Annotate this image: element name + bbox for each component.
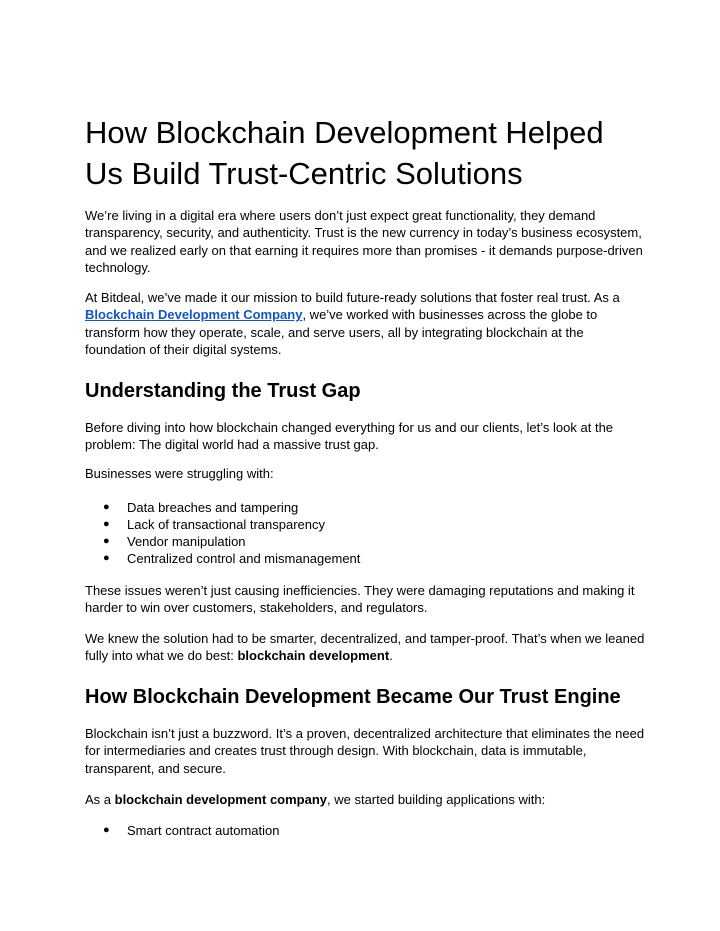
intro-paragraph-2 xyxy=(85,289,645,358)
blockchain-development-emphasis: blockchain development xyxy=(237,648,390,664)
section-heading-trust-engine: How Blockchain Development Became Our Trust Engine xyxy=(85,686,621,708)
list-item xyxy=(85,516,645,533)
intro-paragraph-2-text-end: , we’ve worked with businesses across the globe to transform how they operate, scale, and serve users, all by integrating blockchain at the foundation of their digital systems. xyxy=(85,307,598,357)
list-item-text: Data breaches and tampering xyxy=(127,500,299,515)
list-item xyxy=(85,822,645,839)
document-title: How Blockchain Development Helped Us Build Trust-Centric Solutions xyxy=(85,115,604,191)
trust-gap-paragraph-4 xyxy=(85,630,645,665)
list-item-text: Centralized control and mismanagement xyxy=(127,551,361,566)
list-item-text: Lack of transactional transparency xyxy=(127,517,325,532)
blockchain-development-company-link[interactable]: Blockchain Development Company xyxy=(85,307,303,323)
trust-gap-paragraph-4-text-end: . xyxy=(389,648,393,664)
list-item-text: Vendor manipulation xyxy=(127,534,246,549)
trust-gap-paragraph-3: These issues weren’t just causing inefficiencies. They were damaging reputations and making it harder to win over customers, stakeholders, and regulators. xyxy=(85,583,635,616)
trust-engine-paragraph-2-text-start: As a xyxy=(85,792,115,807)
section-heading-trust-gap: Understanding the Trust Gap xyxy=(85,380,361,402)
bullet-icon: ● xyxy=(103,552,110,564)
intro-paragraph-1: We’re living in a digital era where users don’t just expect great functionality, they demand transparency, security, and authenticity. Trust is the new currency in today’s business ecosystem, and we realized early on that earning it requires more than promises - it demands purpose-driven technology. xyxy=(85,208,643,275)
blockchain-development-company-emphasis: blockchain development company xyxy=(114,792,328,807)
trust-engine-paragraph-2 xyxy=(85,791,645,808)
bullet-icon: ● xyxy=(103,501,110,513)
trust-engine-paragraph-1: Blockchain isn’t just a buzzword. It’s a proven, decentralized architecture that eliminates the need for intermediaries and creates trust through design. With blockchain, data is immutable, transparent, and secure. xyxy=(85,726,645,776)
trust-gap-paragraph-1: Before diving into how blockchain changed everything for us and our clients, let’s look at the problem: The digital world had a massive trust gap. xyxy=(85,420,614,453)
bullet-icon: ● xyxy=(103,535,110,547)
list-item xyxy=(85,533,645,550)
bullet-icon: ● xyxy=(103,824,110,836)
trust-engine-bullet-list xyxy=(85,822,645,839)
trust-gap-bullet-list xyxy=(85,499,645,567)
intro-paragraph-2-text-start: At Bitdeal, we’ve made it our mission to build future-ready solutions that foster real trust. As a xyxy=(85,290,620,305)
trust-gap-paragraph-4-text-start: We knew the solution had to be smarter, decentralized, and tamper-proof. That’s when we leaned fully into what we do best: xyxy=(85,631,645,664)
trust-engine-paragraph-2-text-end: , we started building applications with: xyxy=(327,792,546,807)
list-item xyxy=(85,499,645,516)
list-item-text: Smart contract automation xyxy=(127,823,280,838)
list-item xyxy=(85,550,645,567)
bullet-icon: ● xyxy=(103,518,110,530)
trust-gap-paragraph-2: Businesses were struggling with: xyxy=(85,466,274,481)
